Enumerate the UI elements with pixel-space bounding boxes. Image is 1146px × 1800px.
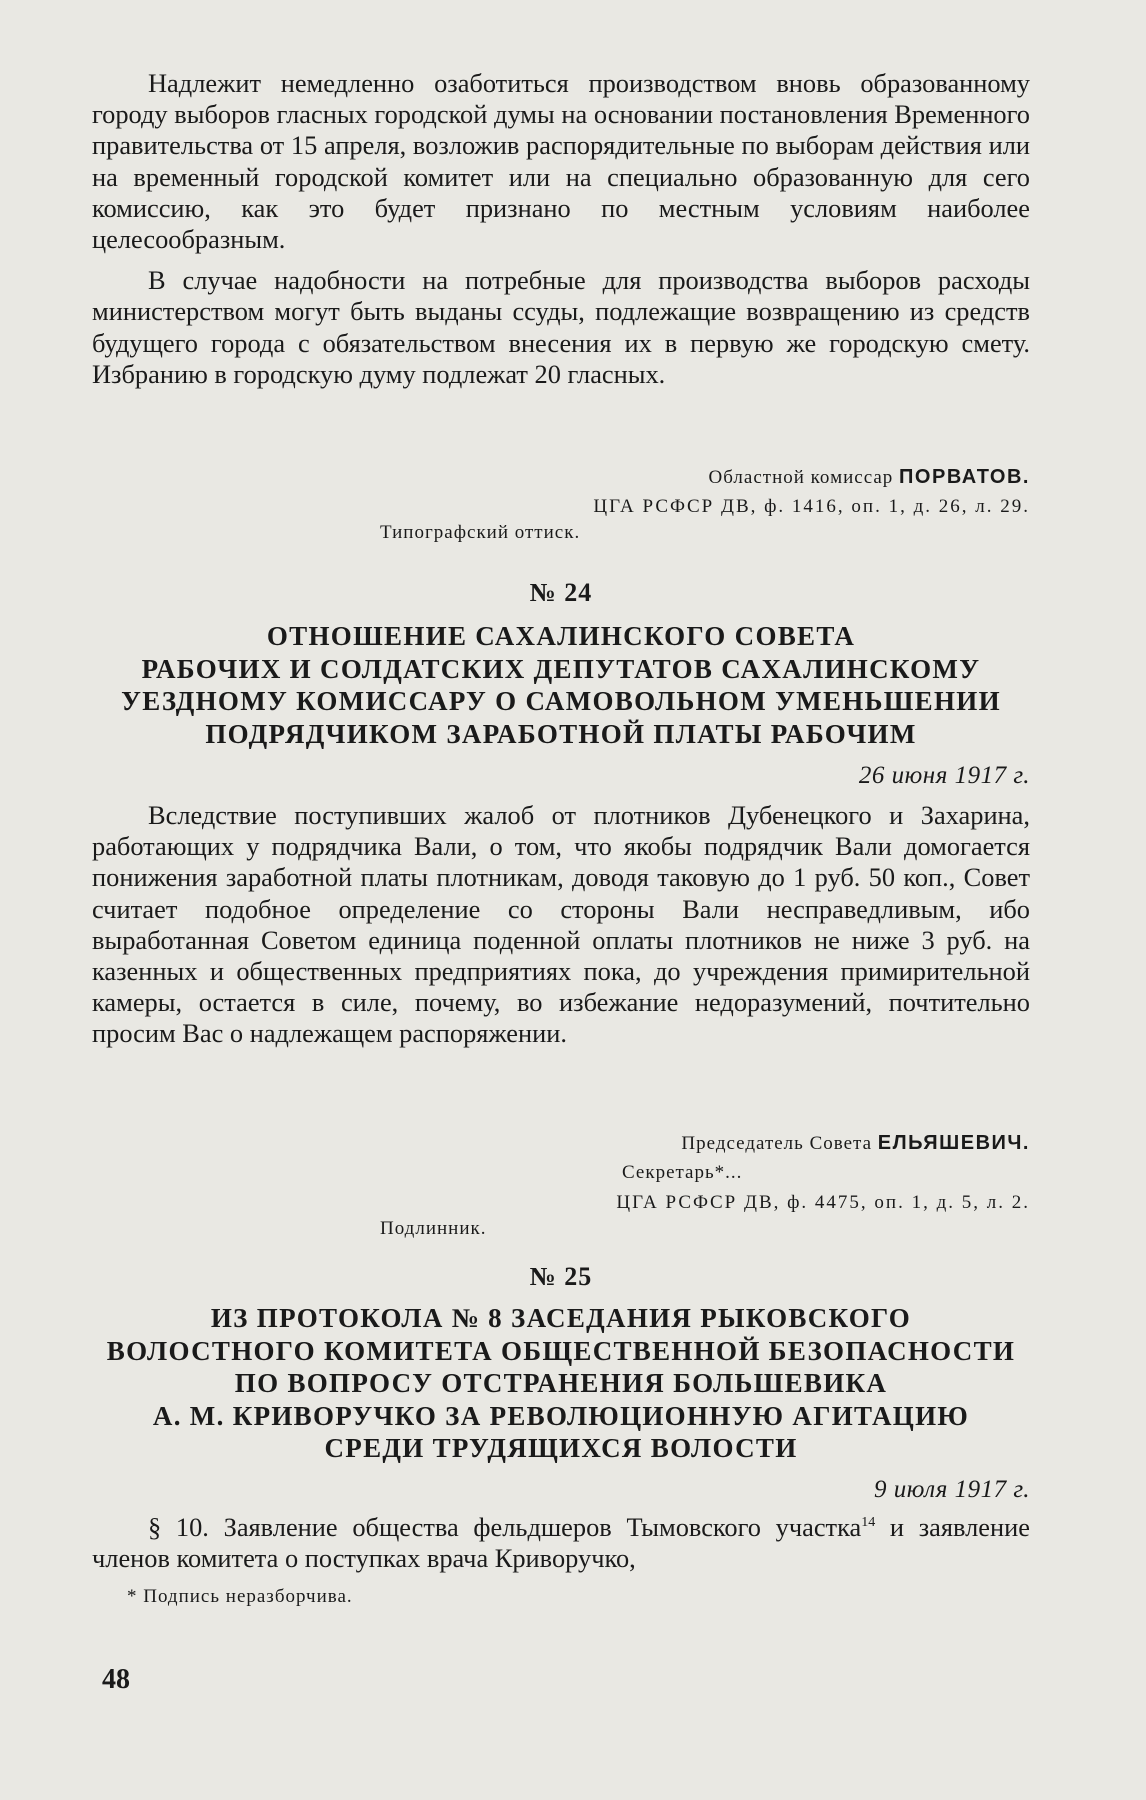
doc24-title-line: УЕЗДНОМУ КОМИССАРУ О САМОВОЛЬНОМ УМЕНЬШЕНИИ [121,686,1001,716]
doc24-note: Подлинник. [380,1218,487,1239]
doc23-body [92,68,1030,390]
footnote-reference: 14 [861,1515,876,1531]
doc25-body [92,1512,1030,1574]
doc24-signature-name: ЕЛЬЯШЕВИЧ. [877,1132,1030,1154]
doc25-title-line: ПО ВОПРОСУ ОТСТРАНЕНИЯ БОЛЬШЕВИКА [234,1368,888,1398]
doc24-secretary: Секретарь*... [622,1162,743,1183]
page-number: 48 [102,1664,130,1695]
doc25-paragraph [92,1512,1030,1574]
doc23-signature-name: ПОРВАТОВ. [899,466,1030,488]
doc23-note: Типографский оттиск. [380,522,581,543]
doc23-signature-role: Областной комиссар [708,467,894,488]
doc25-date: 9 июля 1917 г. [874,1476,1030,1503]
doc24-title [92,620,1030,750]
doc25-paragraph-start: § 10. Заявление общества фельдшеров Тымовского участка [148,1512,862,1542]
doc25-number: № 25 [529,1262,593,1291]
text-column [92,0,1030,1800]
doc25-title-line: ИЗ ПРОТОКОЛА № 8 ЗАСЕДАНИЯ РЫКОВСКОГО [210,1303,912,1333]
doc25-title [92,1302,1030,1465]
footnote: * Подпись неразборчива. [127,1586,353,1607]
doc24-signature-role: Председатель Совета [681,1133,873,1154]
doc24-number: № 24 [529,578,593,607]
doc23-paragraph-2: В случае надобности на потребные для производства выборов расходы министерством могут быть выданы ссуды, подлежащие возвращению из средств будущего города с обязательством внесения их в первую же городскую смету. Избранию в городскую думу подлежат 20 гласных. [92,265,1030,389]
doc23-signature [709,466,1030,489]
doc25-paragraph-end: и заявление членов комитета о поступках врача Криворучко, [92,1512,1030,1574]
doc25-title-line: ВОЛОСТНОГО КОМИТЕТА ОБЩЕСТВЕННОЙ БЕЗОПАСНОСТИ [106,1335,1016,1366]
doc24-date: 26 июня 1917 г. [858,762,1030,789]
doc25-title-line: А. М. КРИВОРУЧКО ЗА РЕВОЛЮЦИОННУЮ АГИТАЦИЮ [152,1400,970,1431]
doc24-title-line: РАБОЧИХ И СОЛДАТСКИХ ДЕПУТАТОВ САХАЛИНСКОМУ [141,653,981,684]
doc24-signature [681,1132,1030,1155]
doc24-citation: ЦГА РСФСР ДВ, ф. 4475, оп. 1, д. 5, л. 2. [616,1192,1030,1213]
doc23-paragraph-1: Надлежит немедленно озаботиться производством вновь образованному городу выборов гласных городской думы на основании постановления Временного правительства от 15 апреля, возложив распорядительные по выборам действия или на временный городской комитет или на специально образованную для сего комиссию, как это будет признано по местным условиям наиболее целесообразным. [92,68,1030,255]
doc24-paragraph: Вследствие поступивших жалоб от плотников Дубенецкого и Захарина, работающих у подрядчика Вали, о том, что якобы подрядчик Вали домогается понижения заработной платы плотникам, доводя таковую до 1 руб. 50 коп., Совет считает подобное определение со стороны Вали несправедливым, ибо выработанная Советом единица поденной оплаты плотников не ниже 3 руб. на казенных и общественных предприятиях пока, до учреждения примирительной камеры, остается в силе, почему, во избежание недоразумений, почтительно просим Вас о надлежащем распоряжении. [92,800,1030,1049]
doc23-citation: ЦГА РСФСР ДВ, ф. 1416, оп. 1, д. 26, л. 29. [593,496,1030,517]
doc25-title-line: СРЕДИ ТРУДЯЩИХСЯ ВОЛОСТИ [324,1433,798,1463]
doc24-body [92,800,1030,1050]
doc24-title-line: ОТНОШЕНИЕ САХАЛИНСКОГО СОВЕТА [266,621,856,651]
doc24-title-line: ПОДРЯДЧИКОМ ЗАРАБОТНОЙ ПЛАТЫ РАБОЧИМ [205,718,917,749]
